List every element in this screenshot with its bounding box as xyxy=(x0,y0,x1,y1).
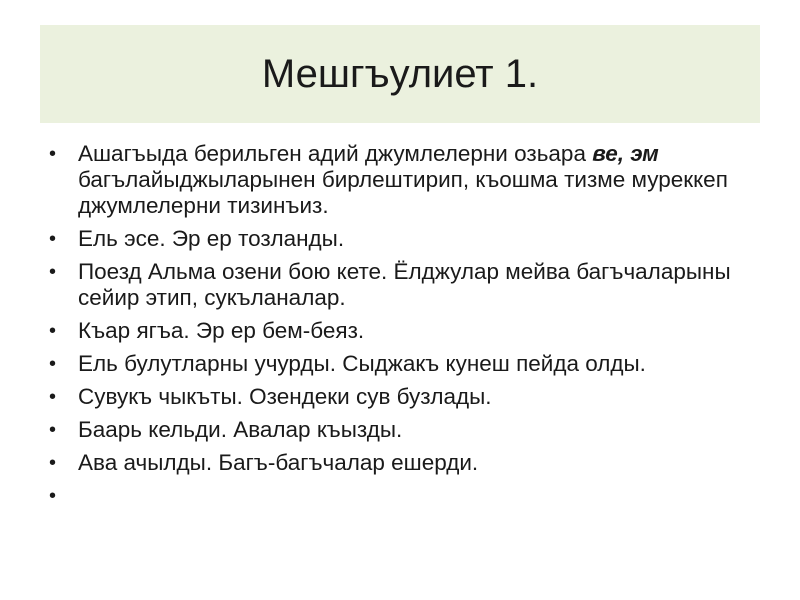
bullet-icon: • xyxy=(49,228,57,250)
bullet-item xyxy=(40,450,760,476)
bullet-icon: • xyxy=(49,143,57,165)
slide-content xyxy=(40,141,760,507)
bullet-item xyxy=(40,318,760,344)
bullet-icon: • xyxy=(49,261,57,283)
bullet-item xyxy=(40,141,760,219)
bullet-text: Баарь кельди. Авалар къызды. xyxy=(78,417,403,442)
bullet-icon: • xyxy=(49,419,57,441)
bullet-item xyxy=(40,417,760,443)
bullet-item xyxy=(40,351,760,377)
bullet-text: Ель булутларны учурды. Сыджакъ кунеш пейда олды. xyxy=(78,351,646,376)
slide-title: Мешгъулиет 1. xyxy=(261,51,539,96)
bullet-list xyxy=(40,141,760,507)
bullet-text: Къар ягъа. Эр ер бем-беяз. xyxy=(78,318,365,343)
bullet-text: Ель эсе. Эр ер тозланды. xyxy=(78,226,345,251)
bullet-text: Ашагъыда берильген адий джумлелерни озьара xyxy=(78,141,593,166)
bullet-icon: • xyxy=(49,452,57,474)
bullet-item xyxy=(40,259,760,311)
bullet-icon: • xyxy=(49,386,57,408)
bullet-item xyxy=(40,384,760,410)
title-banner xyxy=(40,25,760,123)
bullet-text: Поезд Альма озени бою кете. Ёлджулар мейва багъчаларыны сейир этип, сукъланалар. xyxy=(78,259,731,310)
bullet-icon: • xyxy=(49,485,57,507)
bullet-icon: • xyxy=(49,320,57,342)
bullet-text: Сувукъ чыкъты. Озендеки сув бузлады. xyxy=(78,384,492,409)
bullet-emphasis-text: ве, эм xyxy=(592,141,659,166)
bullet-icon: • xyxy=(49,353,57,375)
bullet-text: Ава ачылды. Багъ-багъчалар ешерди. xyxy=(78,450,479,475)
bullet-text: багълайыджыларынен бирлештирип, къошма тизме муреккеп джумлелерни тизинъиз. xyxy=(78,167,728,218)
bullet-item xyxy=(40,226,760,252)
